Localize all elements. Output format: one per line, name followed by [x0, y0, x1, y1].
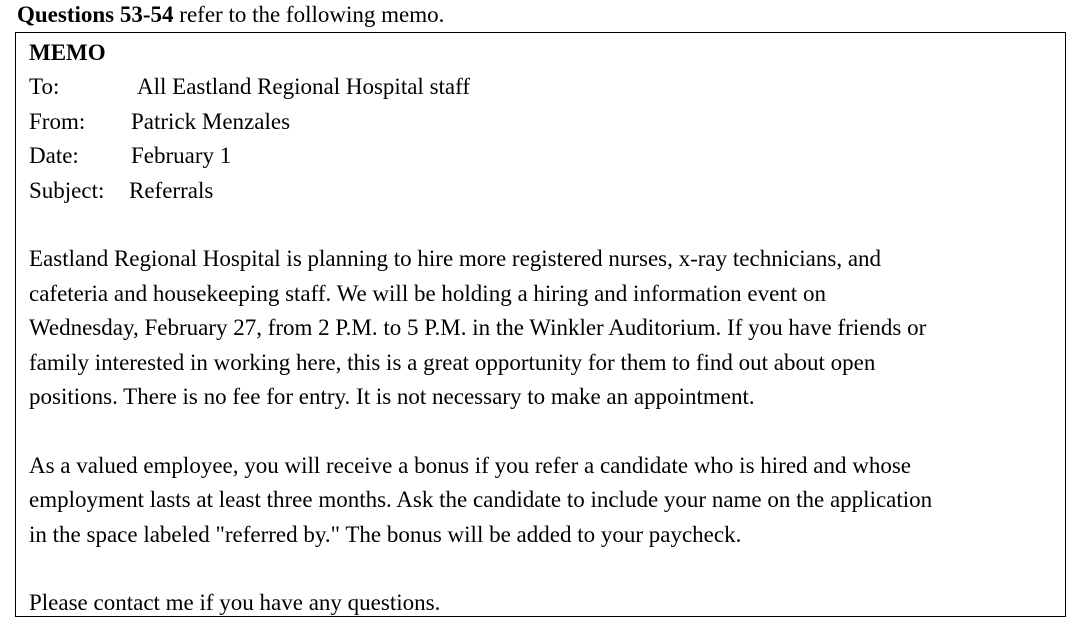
memo-to-row: [29, 70, 1055, 104]
closing-line: Please contact me if you have any questions.: [29, 590, 441, 616]
memo-paragraph-1: [29, 242, 1055, 414]
paragraph-line: Wednesday, February 27, from 2 P.M. to 5 P.M. in the Winkler Auditorium. If you have friends or: [29, 315, 927, 341]
memo-from-row: [29, 105, 1055, 139]
paragraph-line: in the space labeled "referred by." The bonus will be added to your paycheck.: [29, 521, 742, 547]
memo-date-row: [29, 139, 1055, 173]
memo-to-label: To:: [29, 74, 60, 100]
memo-subject-label: Subject:: [29, 177, 105, 203]
memo-closing: [29, 586, 1055, 620]
memo-from-label: From:: [29, 108, 86, 134]
memo-content: [29, 36, 1055, 621]
question-intro-text: refer to the following memo.: [173, 2, 445, 27]
memo-date-label: Date:: [29, 143, 79, 169]
question-number: Questions 53-54: [17, 2, 174, 27]
spacer: [29, 208, 1055, 242]
memo-paragraph-2: [29, 449, 1055, 552]
spacer: [29, 414, 1055, 448]
paragraph-line: cafeteria and housekeeping staff. We will be holding a hiring and information event on: [29, 280, 826, 306]
memo-from-value: Patrick Menzales: [131, 108, 291, 134]
spacer: [29, 552, 1055, 586]
paragraph-line: As a valued employee, you will receive a bonus if you refer a candidate who is hired and whose: [29, 452, 912, 478]
memo-subject-value: Referrals: [129, 177, 214, 203]
question-intro: [17, 1, 444, 29]
paragraph-line: Eastland Regional Hospital is planning to hire more registered nurses, x-ray technicians, and: [29, 246, 882, 272]
paragraph-line: employment lasts at least three months. Ask the candidate to include your name on the application: [29, 487, 933, 513]
paragraph-line: family interested in working here, this is a great opportunity for them to find out about open: [29, 349, 876, 375]
memo-date-value: February 1: [131, 143, 232, 169]
memo-box: [15, 32, 1066, 617]
memo-subject-row: [29, 174, 1055, 208]
paragraph-line: positions. There is no fee for entry. It is not necessary to make an appointment.: [29, 383, 755, 409]
memo-title: MEMO: [29, 40, 106, 65]
memo-to-value: All Eastland Regional Hospital staff: [137, 74, 471, 100]
